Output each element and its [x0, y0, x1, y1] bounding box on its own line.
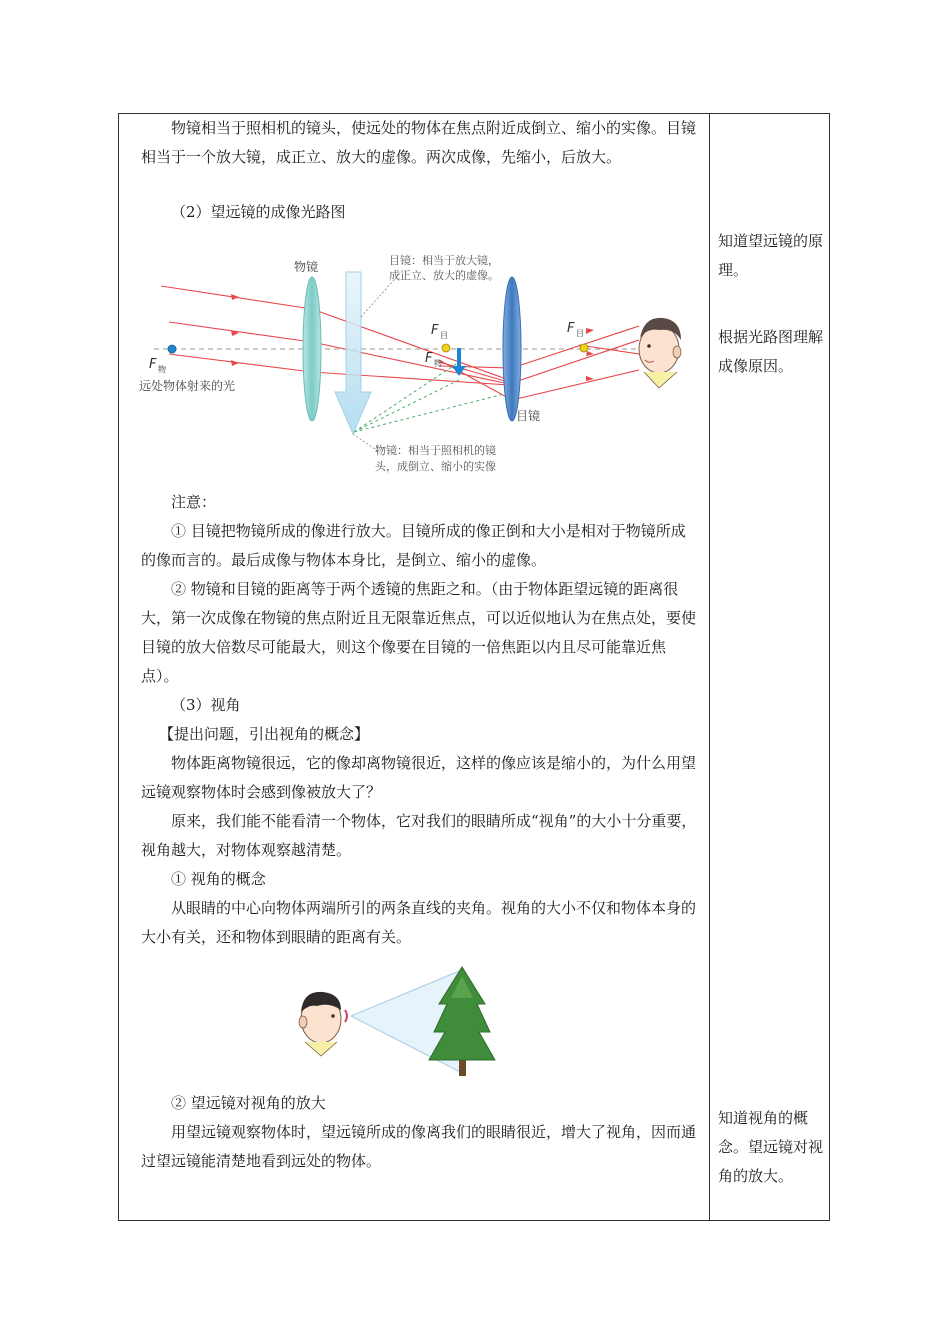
objective-label: 物镜 — [294, 260, 319, 274]
f-eyepiece1-sub: 目 — [440, 331, 448, 340]
objective-lens — [303, 277, 321, 421]
f-mid-label: F — [425, 351, 433, 366]
objective-note-line1: 物镜：相当于照相机的镜 — [375, 444, 496, 457]
incoming-light-label: 远处物体射来的光 — [139, 379, 236, 393]
focus-eyepiece-2 — [580, 344, 588, 352]
f-objective-sub: 物 — [158, 365, 166, 374]
f-objective-label: F — [149, 357, 157, 372]
paragraph-definition: 从眼睛的中心向物体两端所引的两条直线的夹角。视角的大小不仅和物体本身的大小有关，还和物体到眼睛的距离有关。 — [141, 899, 697, 946]
paragraph-objective-eyepiece: 物镜相当于照相机的镜头，使远处的物体在焦点附近成倒立、缩小的实像。目镜相当于一个放大镜，成正立、放大的虚像。两次成像，先缩小，后放大。 — [141, 119, 697, 166]
f-eyepiece2-sub: 目 — [576, 329, 584, 338]
eyepiece-note-line2: 成正立、放大的虚像。 — [389, 269, 499, 282]
eyepiece-lens — [503, 277, 521, 421]
paragraph-final: 用望远镜观察物体时，望远镜所成的像离我们的眼睛很近，增大了视角，因而通过望远镜能清楚地看到远处的物体。 — [141, 1123, 697, 1170]
boy-face-icon — [299, 992, 341, 1056]
heading-visual-angle: （3）视角 — [171, 696, 241, 714]
note-1: ① 目镜把物镜所成的像进行放大。目镜所成的像正倒和大小是相对于物镜所成的像而言的。最后成像与物体本身比，是倒立、缩小的虚像。 — [141, 522, 686, 569]
focus-objective — [168, 345, 176, 353]
subheading-angle-magnification: ② 望远镜对视角的放大 — [171, 1094, 326, 1112]
bracket-title: 【提出问题，引出视角的概念】 — [159, 725, 370, 743]
focus-eyepiece-1 — [442, 344, 450, 352]
telescope-diagram — [139, 242, 699, 482]
side-note-telescope-principle: 知道望远镜的原理。 — [718, 232, 824, 279]
f-eyepiece1-label: F — [431, 323, 439, 338]
lesson-table — [118, 113, 830, 1221]
paragraph-question: 物体距离物镜很远，它的像却离物镜很近，这样的像应该是缩小的，为什么用望远镜观察物体时会感到像被放大了？ — [141, 754, 697, 801]
column-divider — [709, 114, 710, 1220]
objective-note-line2: 头，成倒立、缩小的实像 — [375, 460, 496, 473]
side-note-visual-angle: 知道视角的概念。望远镜对视角的放大。 — [718, 1109, 824, 1185]
side-note-light-path: 根据光路图理解成像原因。 — [718, 328, 824, 375]
paragraph-answer: 原来，我们能不能看清一个物体，它对我们的眼睛所成“视角”的大小十分重要，视角越大，对物体观察越清楚。 — [141, 812, 697, 859]
subheading-visual-angle-concept: ① 视角的概念 — [171, 870, 266, 888]
f-eyepiece2-label: F — [567, 321, 575, 336]
observer-face-icon — [639, 318, 681, 388]
heading-light-path: （2）望远镜的成像光路图 — [171, 203, 346, 221]
f-mid-sub: 物 — [434, 359, 442, 368]
eyepiece-note-line1: 目镜：相当于放大镜， — [389, 254, 499, 267]
note-2: ② 物镜和目镜的距离等于两个透镜的焦距之和。（由于物体距望远镜的距离很大，第一次成像在物镜的焦点附近且无限靠近焦点，可以近似地认为在焦点处，要使目镜的放大倍数尽可能最大，则这个像要在目镜的一倍焦距以内且尽可能靠近焦点）。 — [141, 580, 697, 685]
ray-arrowheads — [231, 294, 594, 381]
visual-angle-illustration — [289, 964, 519, 1079]
eyepiece-label: 目镜 — [516, 409, 541, 423]
note-title: 注意： — [171, 493, 217, 511]
